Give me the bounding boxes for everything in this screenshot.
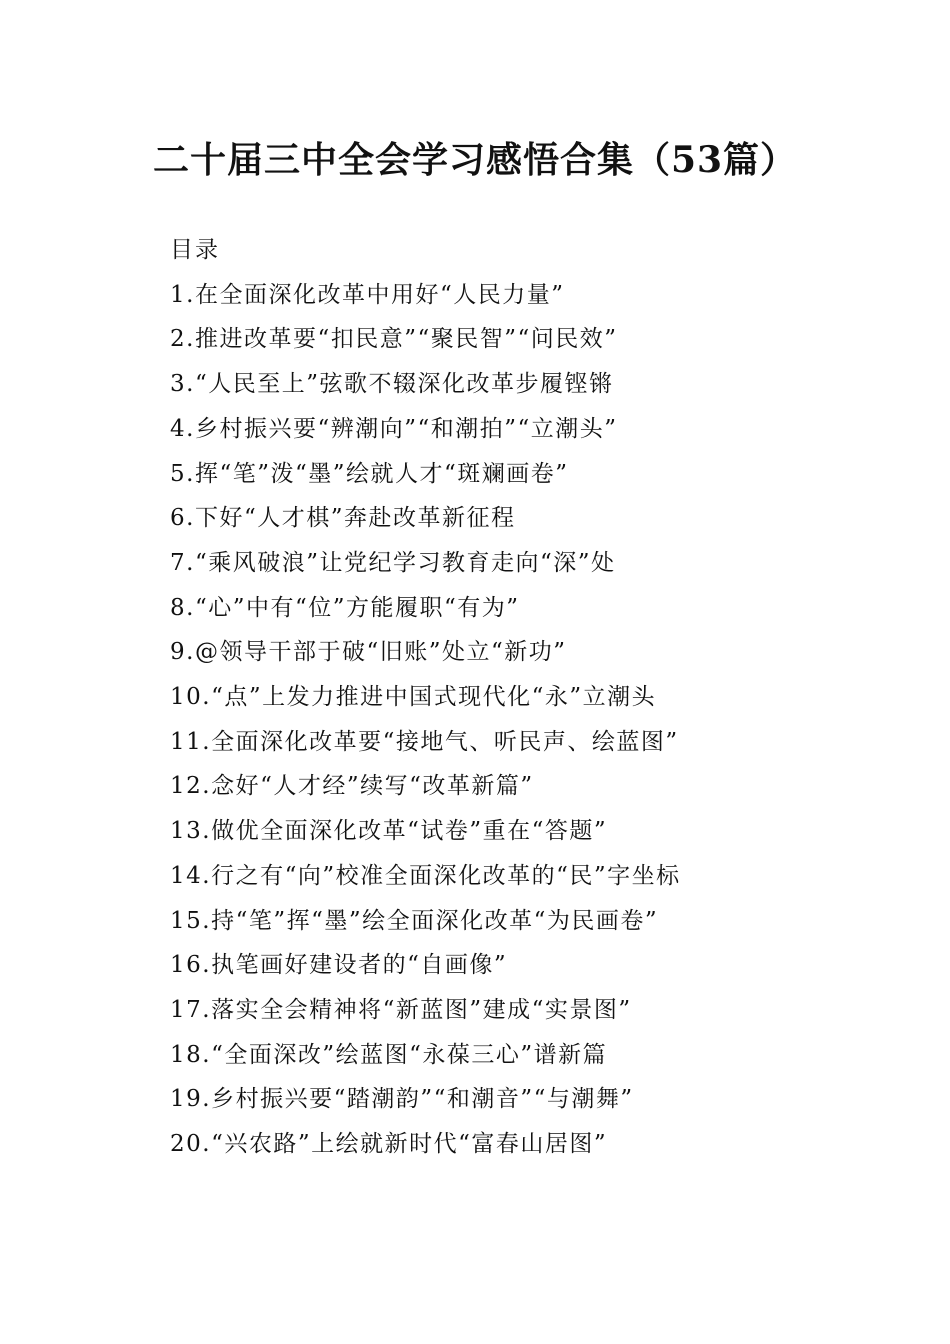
toc-item-9: 9.@领导干部于破“旧账”处立“新功” — [170, 639, 567, 666]
toc-item-13: 13.做优全面深化改革“试卷”重在“答题” — [170, 818, 608, 845]
toc-item-1: 1.在全面深化改革中用好“人民力量” — [170, 281, 565, 308]
toc-item-10: 10.“点”上发力推进中国式现代化“永”立潮头 — [170, 684, 657, 711]
toc-item-15: 15.持“笔”挥“墨”绘全面深化改革“为民画卷” — [170, 907, 659, 934]
toc-item-8: 8.“心”中有“位”方能履职“有为” — [170, 594, 520, 621]
toc-item-6: 6.下好“人才棋”奔赴改革新征程 — [170, 505, 516, 532]
toc-item-11: 11.全面深化改革要“接地气、听民声、绘蓝图” — [170, 728, 679, 755]
toc-item-14: 14.行之有“向”校准全面深化改革的“民”字坐标 — [170, 862, 681, 889]
toc-heading: 目录 — [170, 237, 220, 263]
toc-item-17: 17.落实全会精神将“新蓝图”建成“实景图” — [170, 996, 632, 1023]
toc-item-3: 3.“人民至上”弦歌不辍深化改革步履铿锵 — [170, 371, 614, 398]
toc-item-4: 4.乡村振兴要“辨潮向”“和潮拍”“立潮头” — [170, 415, 618, 442]
toc-item-16: 16.执笔画好建设者的“自画像” — [170, 952, 508, 979]
document-title: 二十届三中全会学习感悟合集（53篇） — [152, 139, 798, 181]
toc-item-2: 2.推进改革要“扣民意”“聚民智”“问民效” — [170, 326, 618, 353]
toc-item-18: 18.“全面深改”绘蓝图“永葆三心”谱新篇 — [170, 1041, 608, 1068]
table-of-contents — [170, 228, 870, 1167]
toc-item-7: 7.“乘风破浪”让党纪学习教育走向“深”处 — [170, 549, 616, 576]
toc-item-20: 20.“兴农路”上绘就新时代“富春山居图” — [170, 1131, 608, 1158]
toc-item-5: 5.挥“笔”泼“墨”绘就人才“斑斓画卷” — [170, 460, 569, 487]
toc-item-12: 12.念好“人才经”续写“改革新篇” — [170, 773, 534, 800]
toc-item-19: 19.乡村振兴要“踏潮韵”“和潮音”“与潮舞” — [170, 1086, 634, 1113]
